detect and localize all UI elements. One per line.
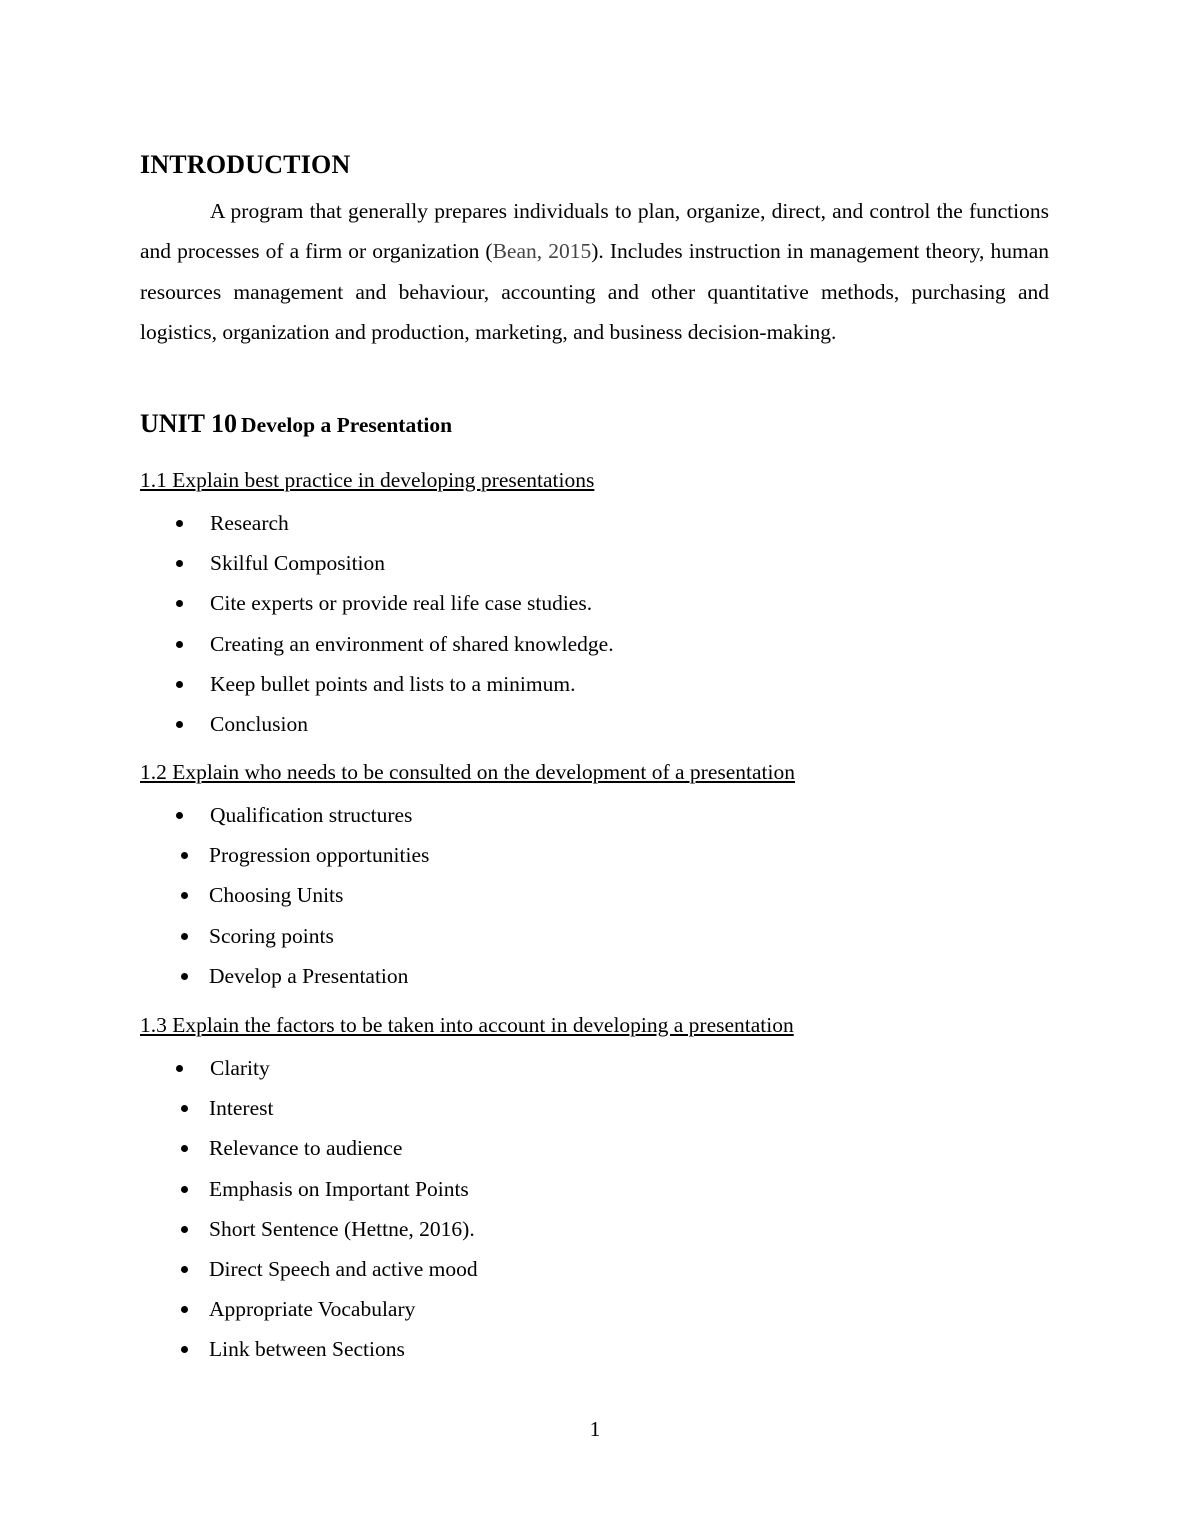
unit-heading <box>140 409 452 439</box>
bullet-icon <box>181 1346 188 1353</box>
page-number: 1 <box>589 1417 601 1441</box>
section-1-3-heading: 1.3 Explain the factors to be taken into account in developing a presentation <box>140 1013 794 1037</box>
section-1-1-heading: 1.1 Explain best practice in developing presentations <box>140 468 595 492</box>
bullet-icon <box>176 520 183 527</box>
introduction-paragraph <box>140 191 1049 352</box>
bullet-icon <box>176 641 183 648</box>
unit-number: UNIT 10 <box>140 409 238 438</box>
bullet-icon <box>176 600 183 607</box>
bullet-icon <box>176 681 183 688</box>
unit-title: Develop a Presentation <box>241 413 453 437</box>
introduction-heading: INTRODUCTION <box>140 150 351 179</box>
intro-text-end: ). Includes instruction in management theory, human resources management and behaviour, accounting and other quantitative methods, purchasing and logistics, organization and production, marketing, and business decision-making. <box>140 239 1049 344</box>
bullet-icon <box>181 1226 188 1233</box>
bullet-icon <box>181 892 188 899</box>
citation-bean-2015[interactable]: Bean, 2015 <box>492 239 592 264</box>
bullet-icon <box>181 1145 188 1152</box>
bullet-icon <box>181 933 188 940</box>
bullet-icon <box>181 1186 188 1193</box>
section-1-2-heading: 1.2 Explain who needs to be consulted on the development of a presentation <box>140 760 795 784</box>
bullet-icon <box>181 1266 188 1273</box>
bullet-icon <box>176 812 183 819</box>
bullet-icon <box>181 973 188 980</box>
bullet-icon <box>181 1306 188 1313</box>
bullet-icon <box>176 1065 183 1072</box>
bullet-icon <box>181 852 188 859</box>
intro-text-start: A program that generally prepares individuals to plan, organize, direct, and control the functions and processes of a firm or organization ( <box>140 199 1049 264</box>
bullet-icon <box>176 560 183 567</box>
bullet-icon <box>181 1105 188 1112</box>
bullet-icon <box>176 721 183 728</box>
